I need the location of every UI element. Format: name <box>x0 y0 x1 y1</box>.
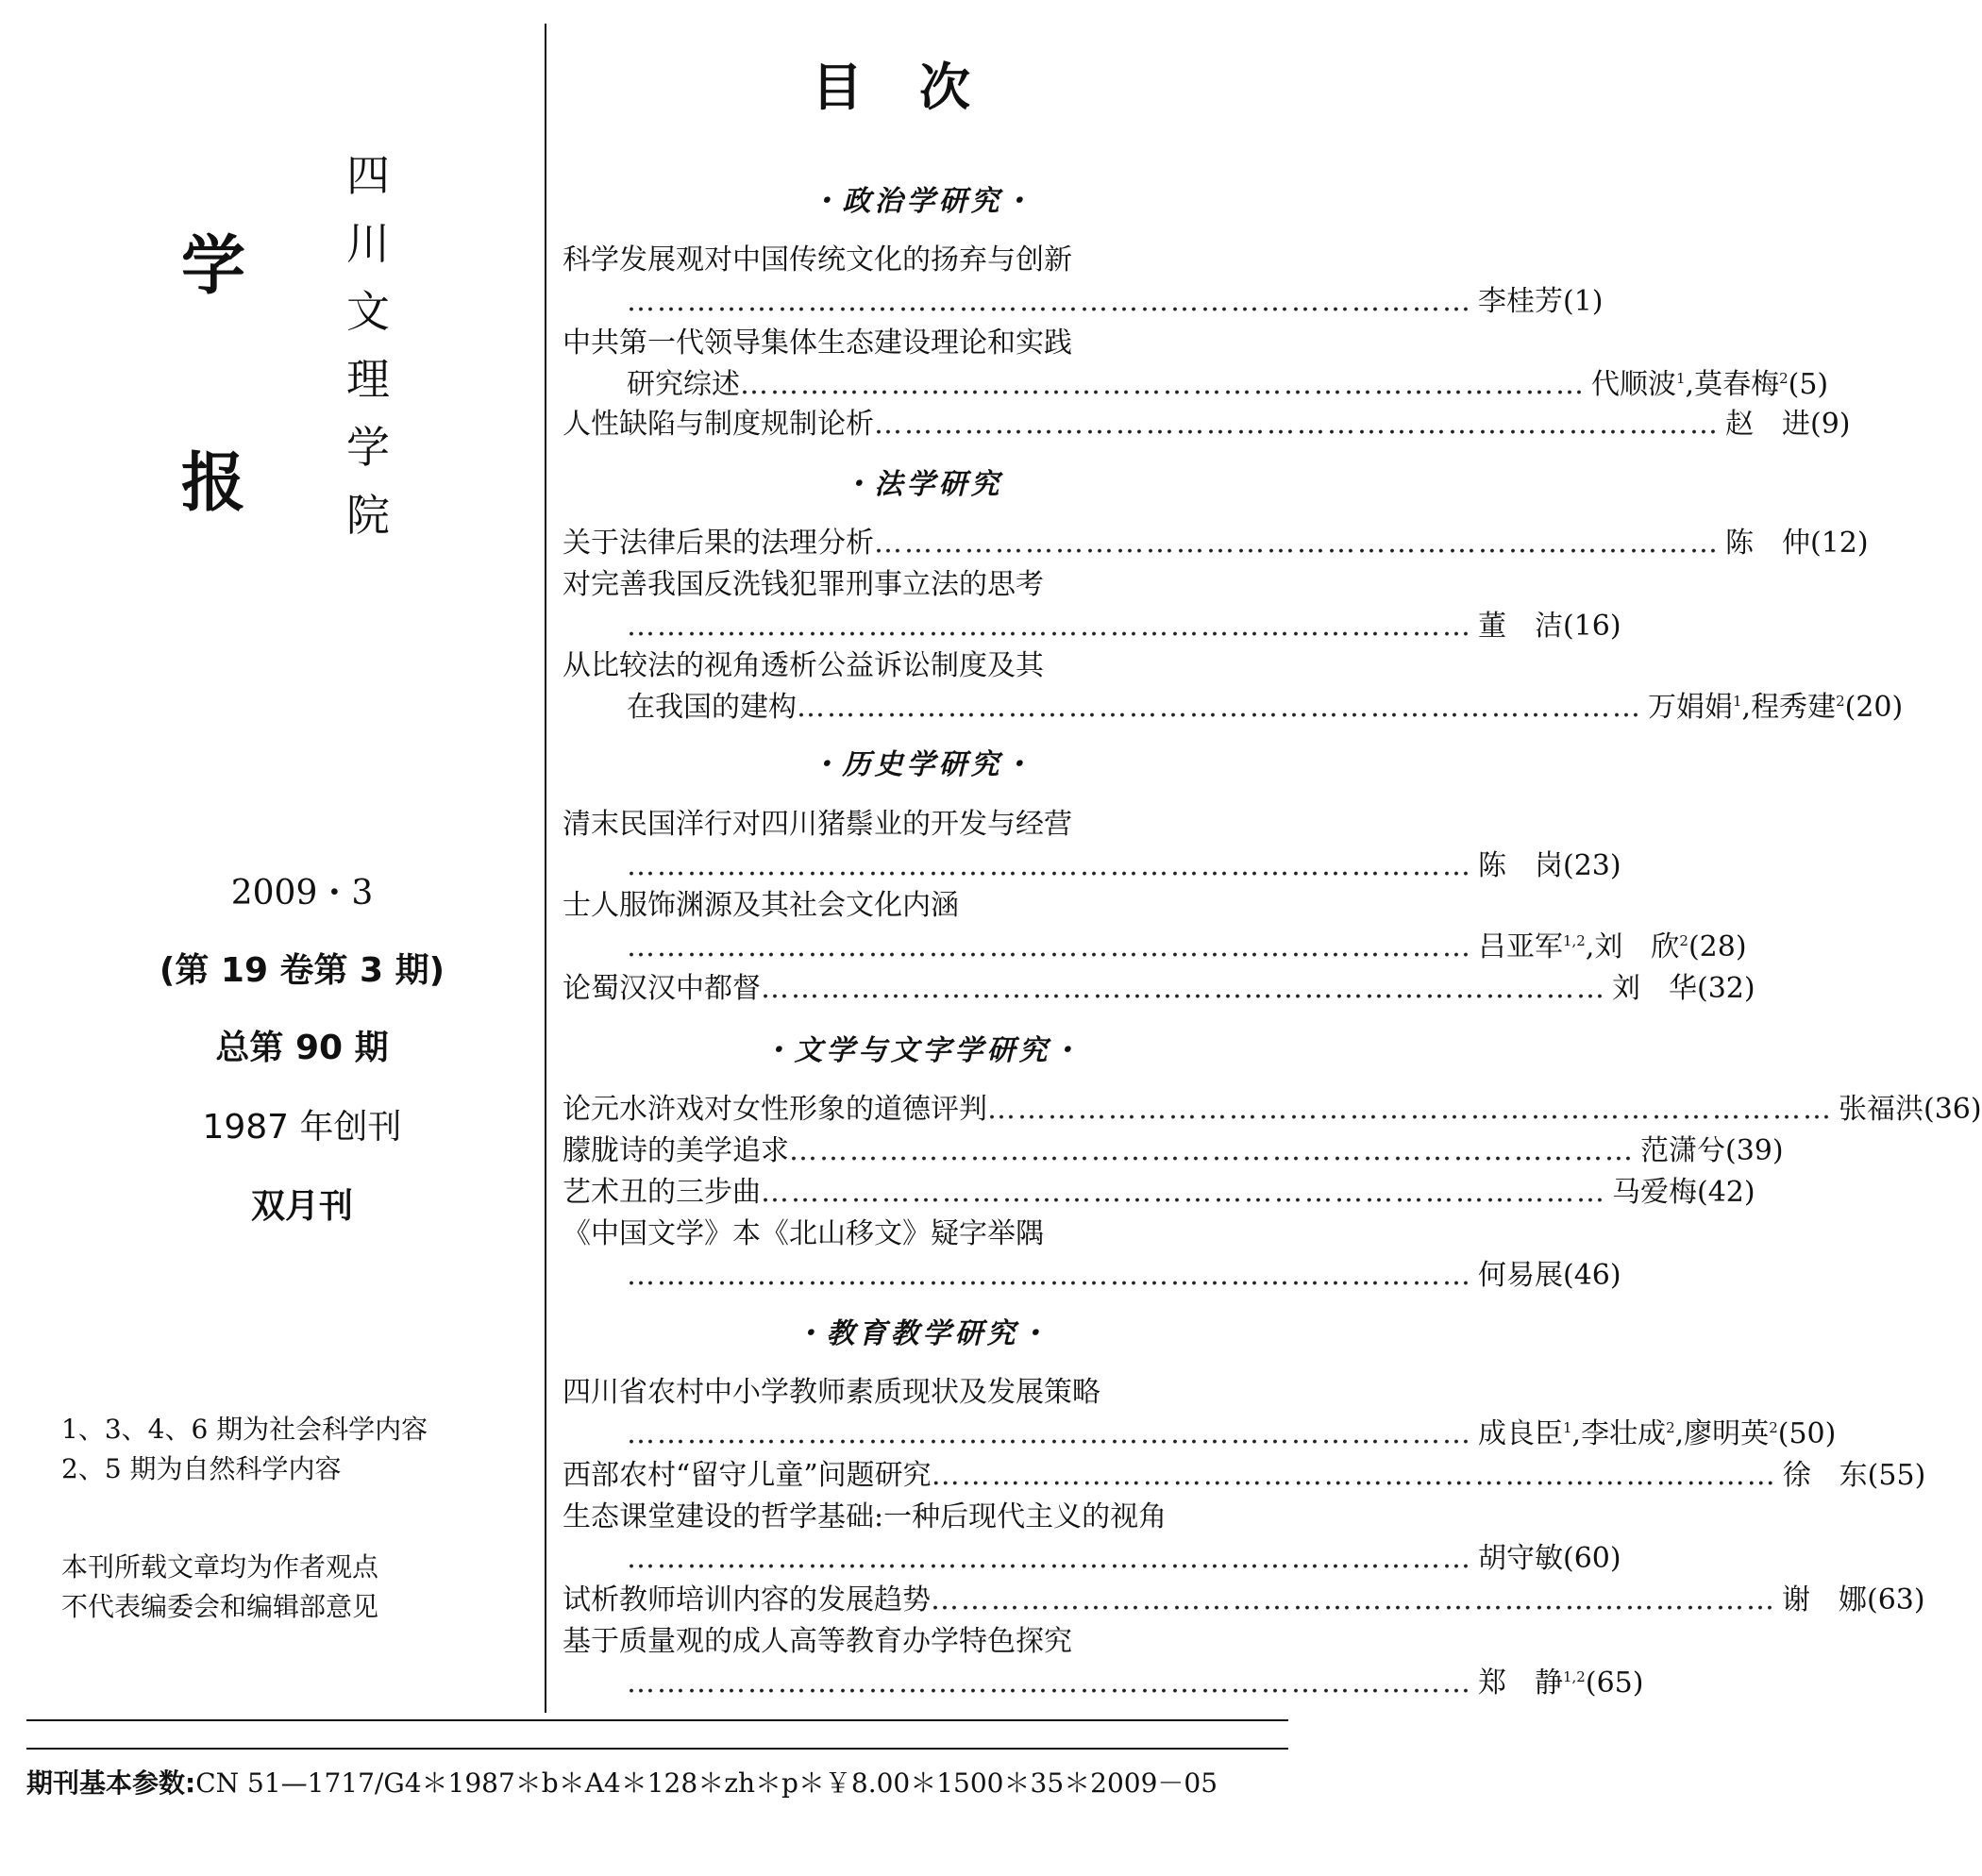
toc-entry-author: 李桂芳(1) <box>1478 285 1604 318</box>
content-note-line: 1、3、4、6 期为社会科学内容 <box>61 1414 428 1445</box>
toc-entry[interactable] <box>563 964 1755 1006</box>
toc-entry-title: 从比较法的视角透析公益诉讼制度及其 <box>563 649 1044 682</box>
journal-parameters <box>26 1763 1218 1801</box>
disclaimer-line: 本刊所载文章均为作者观点 <box>61 1551 379 1583</box>
leader-dots: ………………………………………………………………………… <box>740 368 1586 401</box>
toc-title: 目次 <box>812 58 1027 117</box>
toc-entry-author: 胡守敏(60) <box>1478 1542 1621 1575</box>
toc-entry-author: 赵 进(9) <box>1725 408 1851 441</box>
toc-entry-author: 徐 东(55) <box>1782 1459 1926 1492</box>
founded-year: 1987 年创刊 <box>202 1108 402 1147</box>
toc-entry-title-cont: 研究综述 <box>627 368 740 401</box>
toc-entry-title: 论元水浒戏对女性形象的道德评判 <box>563 1093 987 1126</box>
toc-entry[interactable] <box>563 1127 1784 1168</box>
leader-dots: ………………………………………………………………………… <box>627 285 1472 318</box>
toc-entry-title-cont: 在我国的建构 <box>627 691 797 724</box>
journal-name-vertical <box>335 142 401 549</box>
toc-entry-title: 人性缺陷与制度规制论析 <box>563 408 874 441</box>
toc-entry-title: 中共第一代领导集体生态建设理论和实践 <box>563 327 1072 360</box>
toc-entry[interactable] <box>563 1451 1926 1493</box>
toc-entry[interactable] <box>563 800 1621 883</box>
toc-entry-title: 对完善我国反洗钱犯罪刑事立法的思考 <box>563 568 1044 601</box>
toc-entry-title: 清末民国洋行对四川猪鬃业的开发与经营 <box>563 808 1072 841</box>
toc-entry-author: 代顺波$^1$,莫春梅$^2$(5) <box>1591 368 1829 401</box>
toc-entry-author: 谢 娜(63) <box>1782 1583 1925 1616</box>
toc-entry[interactable] <box>563 319 1829 402</box>
toc-entry[interactable] <box>563 400 1851 442</box>
toc-entry-title: 试析教师培训内容的发展趋势 <box>563 1583 931 1616</box>
toc-section-heading: ・法学研究 <box>842 468 1003 501</box>
leader-dots: ………………………………………………………………………… <box>931 1583 1776 1616</box>
toc-section-heading: ・历史学研究・ <box>810 748 1035 781</box>
toc-entry-author: 万娟娟$^1$,程秀建$^2$(20) <box>1648 691 1904 724</box>
journal-big-char-bao: 报 <box>181 446 246 521</box>
toc-entry-title: 生态课堂建设的哲学基础:一种后现代主义的视角 <box>563 1500 1167 1533</box>
toc-entry-author: 郑 静$^{1,2}$(65) <box>1478 1667 1644 1700</box>
leader-dots: ………………………………………………………………………… <box>931 1459 1777 1492</box>
disclaimer-line: 不代表编委会和编辑部意见 <box>61 1591 379 1622</box>
journal-name-char: 理 <box>346 354 390 405</box>
leader-dots: ………………………………………………………………………… <box>874 527 1720 560</box>
toc-entry[interactable] <box>563 1168 1755 1210</box>
toc-entry[interactable] <box>563 561 1621 644</box>
journal-parameters-label: 期刊基本参数: <box>26 1767 196 1799</box>
toc-entry-author: 董 洁(16) <box>1478 610 1621 643</box>
toc-section-heading: ・文学与文字学研究・ <box>762 1034 1083 1067</box>
toc-entry-title: 科学发展观对中国传统文化的扬弃与创新 <box>563 243 1072 276</box>
toc-entry-title: 艺术丑的三步曲 <box>563 1176 761 1209</box>
volume-number: (第 19 卷第 3 期) <box>159 951 445 990</box>
toc-section-heading: ・政治学研究・ <box>810 185 1035 218</box>
journal-name-char: 川 <box>346 218 390 269</box>
toc-entry-title: 关于法律后果的法理分析 <box>563 527 874 560</box>
total-issue: 总第 90 期 <box>215 1029 389 1067</box>
toc-entry-author: 陈 岗(23) <box>1478 849 1621 882</box>
toc-entry-author: 刘 华(32) <box>1612 972 1755 1005</box>
leader-dots: ………………………………………………………………………… <box>987 1093 1833 1126</box>
journal-parameters-value: CN 51—1717/G4＊1987＊b＊A4＊128＊zh＊p＊￥8.00＊1500＊35＊2009－05 <box>195 1767 1218 1799</box>
leader-dots: ………………………………………………………………………… <box>627 849 1472 882</box>
footer-rule-bottom <box>26 1748 1288 1750</box>
leader-dots: ………………………………………………………………………… <box>627 1417 1472 1450</box>
toc-entry-author: 陈 仲(12) <box>1725 527 1869 560</box>
leader-dots: ………………………………………………………………………… <box>797 691 1642 724</box>
content-note-line: 2、5 期为自然科学内容 <box>61 1453 342 1484</box>
leader-dots: ………………………………………………………………………… <box>761 1176 1606 1209</box>
toc-entry-title: 四川省农村中小学教师素质现状及发展策略 <box>563 1376 1100 1409</box>
leader-dots: ………………………………………………………………………… <box>627 1542 1472 1575</box>
leader-dots: ………………………………………………………………………… <box>627 610 1472 643</box>
toc-section-heading: ・教育教学研究・ <box>794 1317 1051 1350</box>
toc-entry[interactable] <box>563 1617 1644 1700</box>
toc-entry-title: 西部农村“留守儿童”问题研究 <box>563 1459 932 1492</box>
toc-entry-author: 吕亚军$^{1,2}$,刘 欣$^2$(28) <box>1478 930 1747 963</box>
toc-entry[interactable] <box>563 236 1604 319</box>
toc-entry-title: 朦胧诗的美学追求 <box>563 1134 789 1167</box>
toc-entry-author: 张福洪(36) <box>1839 1093 1982 1126</box>
toc-entry-author: 成良臣$^1$,李壮成$^2$,廖明英$^2$(50) <box>1478 1417 1837 1450</box>
leader-dots: ………………………………………………………………………… <box>874 408 1720 441</box>
toc-entry-title: 论蜀汉汉中都督 <box>563 972 761 1005</box>
toc-entry-title: 基于质量观的成人高等教育办学特色探究 <box>563 1625 1072 1658</box>
leader-dots: ………………………………………………………………………… <box>789 1134 1635 1167</box>
journal-name-char: 学 <box>346 422 390 473</box>
leader-dots: ………………………………………………………………………… <box>627 1259 1472 1292</box>
toc-entry[interactable] <box>563 642 1904 725</box>
leader-dots: ………………………………………………………………………… <box>761 972 1606 1005</box>
leader-dots: ………………………………………………………………………… <box>627 930 1472 963</box>
footer-rule-top <box>26 1719 1288 1721</box>
toc-entry[interactable] <box>563 1368 1837 1451</box>
toc-entry[interactable] <box>563 1085 1982 1127</box>
toc-entry-title: 《中国文学》本《北山移文》疑字举隅 <box>563 1217 1044 1250</box>
journal-big-char-xue: 学 <box>181 229 246 304</box>
leader-dots: ………………………………………………………………………… <box>627 1667 1472 1700</box>
toc-entry-title: 士人服饰渊源及其社会文化内涵 <box>563 889 959 922</box>
toc-entry[interactable] <box>563 1210 1621 1293</box>
toc-entry[interactable] <box>563 519 1869 561</box>
toc-entry-author: 范潇兮(39) <box>1640 1134 1784 1167</box>
disclaimer-note <box>61 1548 378 1627</box>
content-note <box>61 1410 428 1489</box>
toc-entry[interactable] <box>563 881 1747 964</box>
journal-name-char: 文 <box>346 286 390 337</box>
toc-entry-author: 马爱梅(42) <box>1612 1176 1755 1209</box>
toc-entry[interactable] <box>563 1493 1621 1576</box>
toc-entry[interactable] <box>563 1576 1925 1617</box>
journal-name-char: 四 <box>346 150 390 201</box>
toc-entry-author: 何易展(46) <box>1478 1259 1621 1292</box>
issue-number: 2009・3 <box>230 874 374 913</box>
journal-name-char: 院 <box>346 490 390 541</box>
frequency: 双月刊 <box>250 1187 353 1226</box>
